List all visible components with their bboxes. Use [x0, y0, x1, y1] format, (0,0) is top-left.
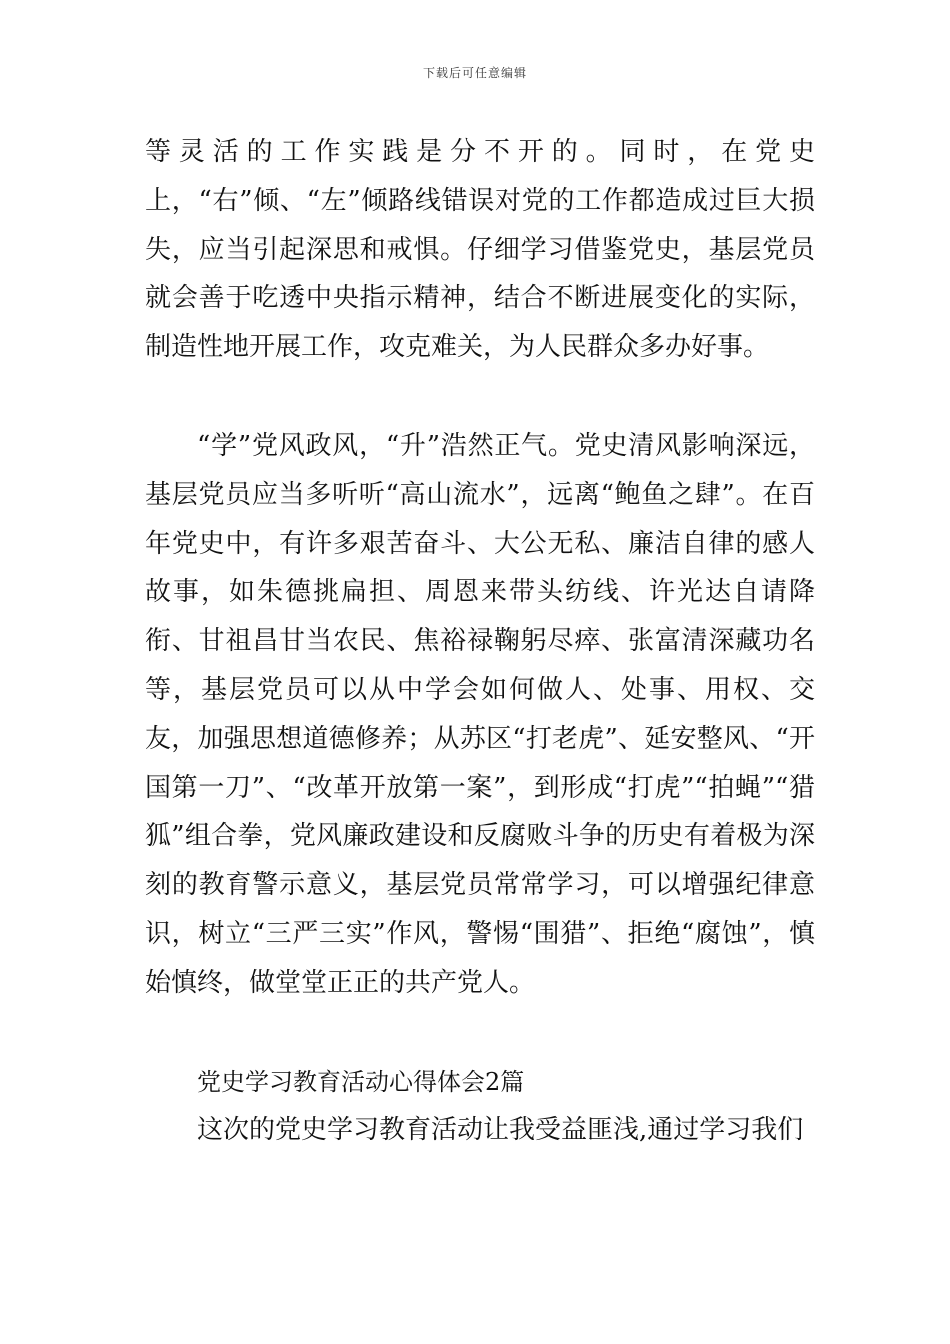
- page-header-note: 下载后可任意编辑: [422, 66, 527, 80]
- section-subtitle: 党史学习教育活动心得体会2篇: [197, 1067, 525, 1096]
- paragraph-continued: 等灵活的工作实践是分不开的。同时，在党史上，“右”倾、“左”倾路线错误对党的工作都造成过巨大损失，应当引起深思和戒惧。仔细学习借鉴党史，基层党员就会善于吃透中央指示精神，结合不断进展变化的实际，制造性地开展工作，攻克难关，为人民群众多办好事。: [145, 137, 815, 363]
- document-body: [145, 128, 815, 1155]
- paragraph-intro: 这次的党史学习教育活动让我受益匪浅,通过学习我们: [197, 1115, 804, 1146]
- paragraph-party-style: “学”党风政风，“升”浩然正气。党史清风影响深远，基层党员应当多听听“高山流水”，远离“鲍鱼之肆”。在百年党史中，有许多艰苦奋斗、大公无私、廉洁自律的感人故事，如朱德挑扁担、周恩来带头纺线、许光达自请降衔、甘祖昌甘当农民、焦裕禄鞠躬尽瘁、张富清深藏功名等，基层党员可以从中学会如何做人、处事、用权、交友，加强思想道德修养；从苏区“打老虎”、延安整风、“开国第一刀”、“改革开放第一案”，到形成“打虎”“拍蝇”“猎狐”组合拳，党风廉政建设和反腐败斗争的历史有着极为深刻的教育警示意义，基层党员常常学习，可以增强纪律意识，树立“三严三实”作风，警惕“围猎”、拒绝“腐蚀”，慎始慎终，做堂堂正正的共产党人。: [145, 430, 815, 998]
- paragraph-spacer: [145, 372, 815, 422]
- paragraph-spacer: [145, 1008, 815, 1058]
